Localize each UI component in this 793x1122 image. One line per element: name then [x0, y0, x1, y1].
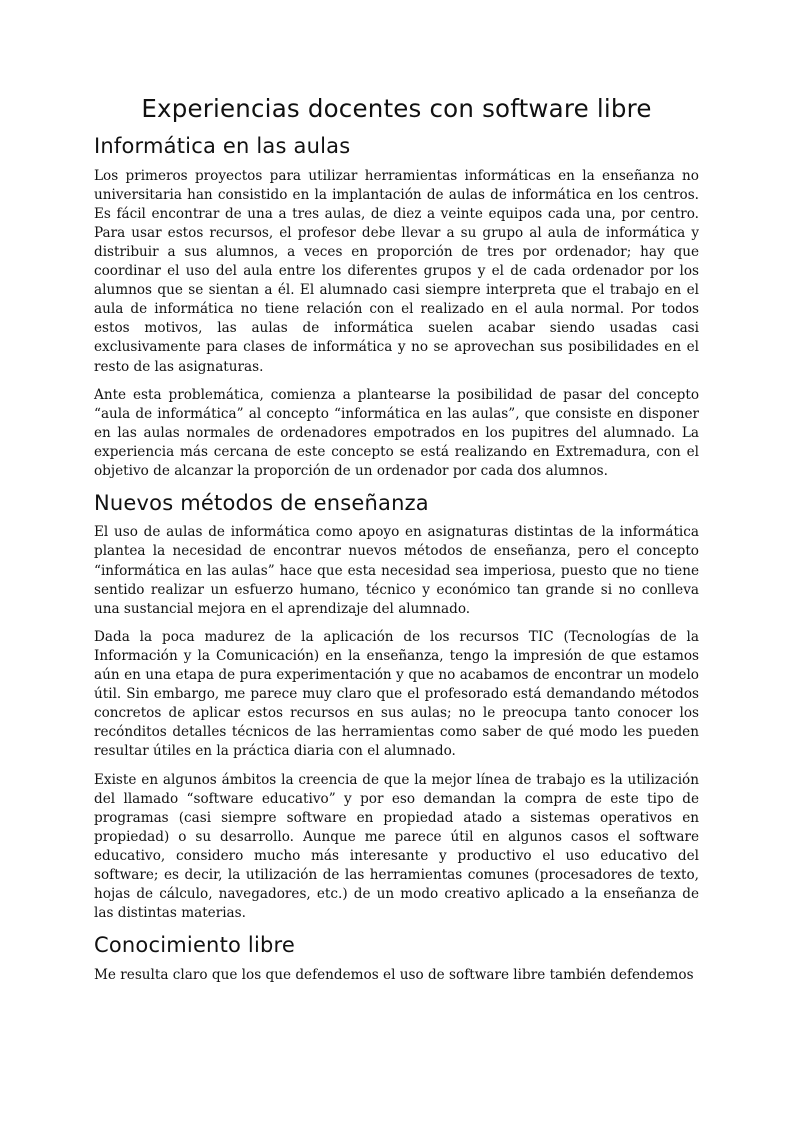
paragraph: Ante esta problemática, comienza a plantearse la posibilidad de pasar del concepto “aula de informática” al concepto “informática en las aulas”, que consiste en disponer en las aulas normales de ordenadores empotrados en los pupitres del alumnado. La experiencia más cercana de este concepto se está realizando en Extremadura, con el objetivo de alcanzar la proporción de un ordenador por cada dos alumnos.: [94, 386, 699, 480]
section-heading: Informática en las aulas: [94, 134, 351, 159]
section-conocimiento-libre: [94, 932, 699, 984]
document-title: Experiencias docentes con software libre: [141, 94, 652, 123]
section-heading: Nuevos métodos de enseñanza: [94, 491, 429, 516]
section-informatica-en-las-aulas: [94, 133, 699, 481]
section-heading: Conocimiento libre: [94, 933, 296, 958]
paragraph: Me resulta claro que los que defendemos el uso de software libre también defendemos: [94, 966, 694, 983]
paragraph: El uso de aulas de informática como apoyo en asignaturas distintas de la informática plantea la necesidad de encontrar nuevos métodos de enseñanza, pero el concepto “informática en las aulas” hace que esta necesidad sea imperiosa, puesto que no tiene sentido realizar un esfuerzo humano, técnico y económico tan grande si no conlleva una sustancial mejora en el aprendizaje del alumnado.: [94, 524, 699, 617]
paragraph: Existe en algunos ámbitos la creencia de que la mejor línea de trabajo es la utilización del llamado “software educativo” y por eso demandan la compra de este tipo de programas (casi siempre software en propiedad atado a sistemas operativos en propiedad) o su desarrollo. Aunque me parece útil en algunos casos el software educativo, considero mucho más interesante y productivo el uso educativo del software; es decir, la utilización de las herramientas comunes (procesadores de texto, hojas de cálculo, navegadores, etc.) de un modo creativo aplicado a la enseñanza de las distintas materias.: [94, 771, 699, 922]
paragraph: Los primeros proyectos para utilizar herramientas informáticas en la enseñanza no universitaria han consistido en la implantación de aulas de informática en los centros. Es fácil encontrar de una a tres aulas, de diez a veinte equipos cada una, por centro. Para usar estos recursos, el profesor debe llevar a su grupo al aula de informática y distribuir a sus alumnos, a veces en proporción de tres por ordenador; hay que coordinar el uso del aula entre los diferentes grupos y el de cada ordenador por los alumnos que se sientan a él. El alumnado casi siempre interpreta que el trabajo en el aula de informática no tiene relación con el realizado en el aula normal. Por todos estos motivos, las aulas de informática suelen acabar siendo usadas casi exclusivamente para clases de informática y no se aprovechan sus posibilidades en el resto de las asignaturas.: [94, 167, 699, 375]
section-nuevos-metodos-de-ensenanza: [94, 490, 699, 923]
paragraph: Dada la poca madurez de la aplicación de los recursos TIC (Tecnologías de la Información y la Comunicación) en la enseñanza, tengo la impresión de que estamos aún en una etapa de pura experimentación y que no acabamos de encontrar un modelo útil. Sin embargo, me parece muy claro que el profesorado está demandando métodos concretos de aplicar estos recursos en sus aulas; no le preocupa tanto conocer los recónditos detalles técnicos de las herramientas como saber de qué modo les pueden resultar útiles en la práctica diaria con el alumnado.: [94, 628, 699, 760]
